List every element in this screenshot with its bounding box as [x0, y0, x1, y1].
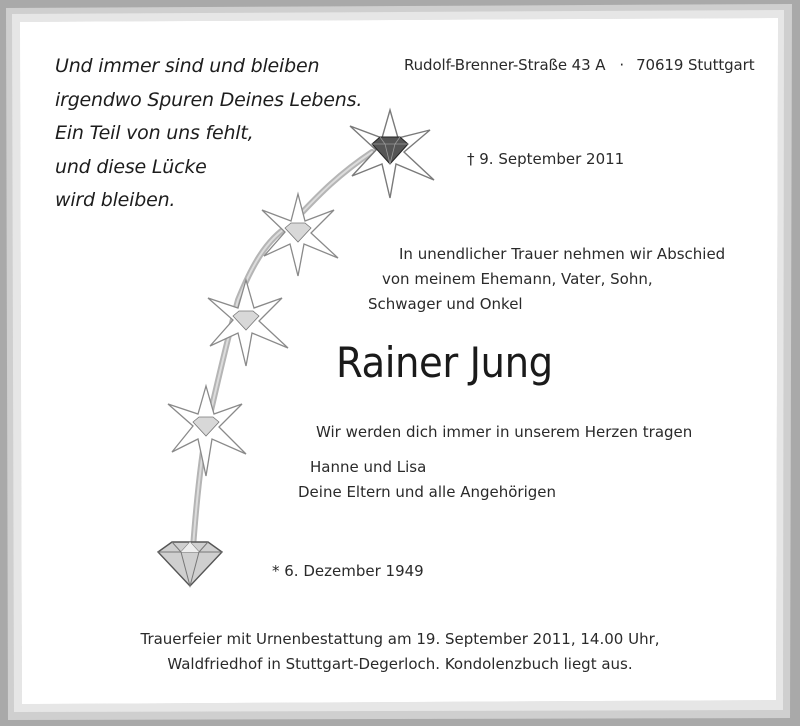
funeral-line-1: Trauerfeier mit Urnenbestattung am 19. September 2011, 14.00 Uhr,: [140, 630, 660, 648]
heart-line: Wir werden dich immer in unserem Herzen tragen: [316, 423, 693, 441]
poem-line: wird bleiben.: [55, 189, 176, 211]
family-line-2: Deine Eltern und alle Angehörigen: [298, 483, 557, 501]
poem-line: und diese Lücke: [55, 155, 207, 178]
address-street: Rudolf-Brenner-Straße 43 A: [404, 56, 606, 74]
poem: [55, 50, 362, 218]
star-icon: [350, 110, 434, 198]
family-signature: [0, 455, 557, 505]
poem-line: Ein Teil von uns fehlt,: [55, 122, 254, 144]
diamond-icon: [158, 542, 222, 586]
address-separator: ·: [619, 56, 625, 74]
poem-line: Und immer sind und bleiben: [55, 55, 320, 77]
funeral-line-2: Waldfriedhof in Stuttgart-Degerloch. Kondolenzbuch liegt aus.: [167, 655, 633, 673]
intro-text: [0, 242, 726, 317]
address-city: 70619 Stuttgart: [636, 56, 755, 74]
funeral-info: [0, 627, 800, 677]
poem-line: irgendwo Spuren Deines Lebens.: [55, 88, 363, 111]
intro-line-2: von meinem Ehemann, Vater, Sohn,: [382, 270, 653, 288]
family-line-1: Hanne und Lisa: [310, 458, 427, 476]
address: [404, 56, 755, 74]
deceased-name: Rainer Jung: [336, 338, 553, 387]
intro-line-3: Schwager und Onkel: [368, 295, 523, 313]
death-date: † 9. September 2011: [467, 150, 625, 168]
intro-line-1: In unendlicher Trauer nehmen wir Abschied: [399, 245, 726, 263]
birth-date: * 6. Dezember 1949: [272, 562, 424, 580]
